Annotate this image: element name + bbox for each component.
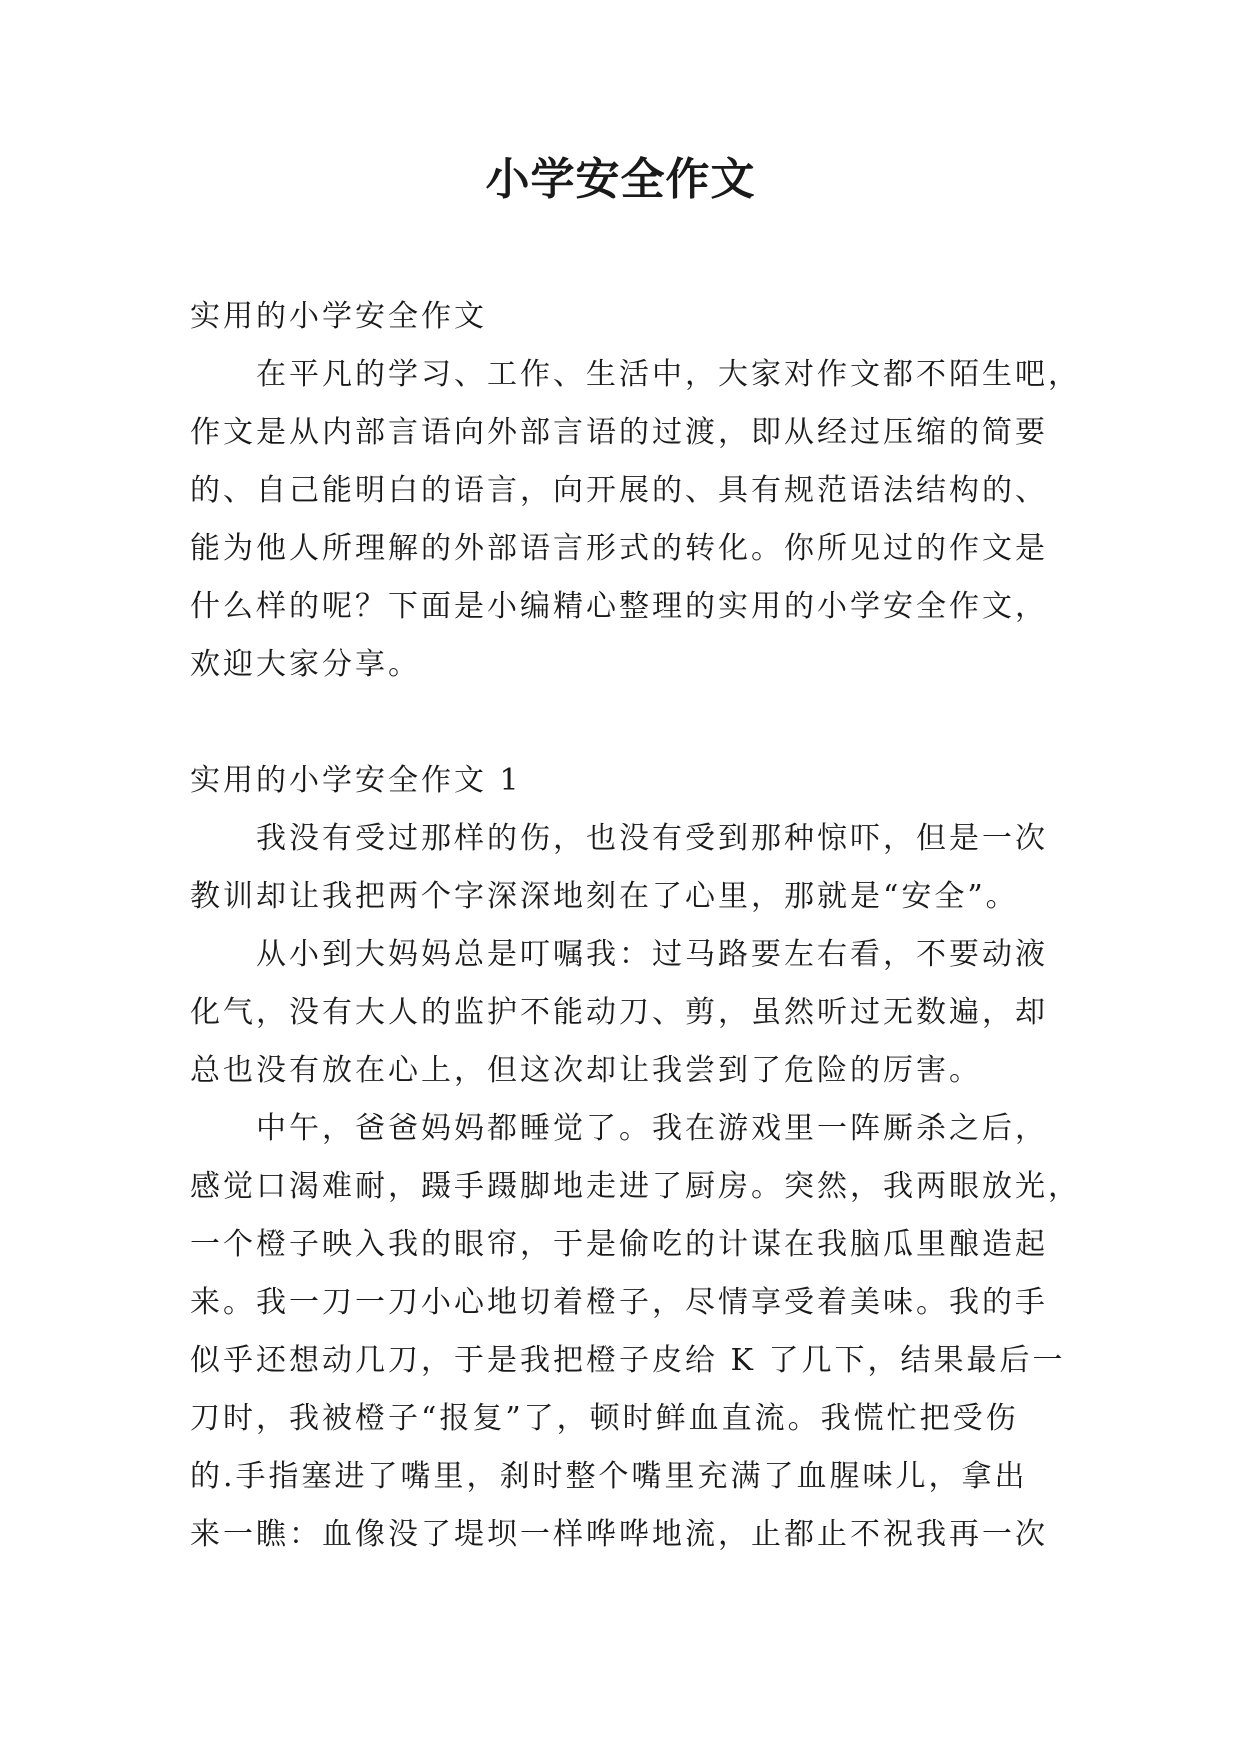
paragraph-line: 的.手指塞进了嘴里，刹时整个嘴里充满了血腥味儿，拿出: [190, 1459, 1028, 1494]
paragraph-line: 中午，爸爸妈妈都睡觉了。我在游戏里一阵厮杀之后，: [256, 1111, 1048, 1146]
intro-paragraph: [190, 346, 1081, 694]
paragraph-line: 似乎还想动几刀，于是我把橙子皮给 K 了几下，结果最后一: [190, 1343, 1066, 1378]
section-spacer: [190, 694, 1075, 752]
paragraph-line: 来。我一刀一刀小心地切着橙子，尽情享受着美味。我的手: [190, 1285, 1048, 1320]
essay-1-paragraph-2: [190, 926, 1075, 1100]
document-body: [190, 288, 1081, 1564]
paragraph-line: 什么样的呢？下面是小编精心整理的实用的小学安全作文，: [190, 589, 1048, 624]
paragraph-line: 作文是从内部言语向外部言语的过渡，即从经过压缩的简要: [190, 415, 1048, 450]
paragraph-line: 我没有受过那样的伤，也没有受到那种惊吓，但是一次: [256, 821, 1048, 856]
paragraph-line: 化气，没有大人的监护不能动刀、剪，虽然听过无数遍，却: [190, 995, 1048, 1030]
paragraph-line: 在平凡的学习、工作、生活中，大家对作文都不陌生吧，: [256, 357, 1081, 392]
paragraph-line: 总也没有放在心上，但这次却让我尝到了危险的厉害。: [190, 1053, 982, 1088]
paragraph-line: 能为他人所理解的外部语言形式的转化。你所见过的作文是: [190, 531, 1048, 566]
essay-1-paragraph-3: [190, 1100, 1081, 1564]
paragraph-line: 感觉口渴难耐，蹑手蹑脚地走进了厨房。突然，我两眼放光，: [190, 1169, 1081, 1204]
paragraph-line: 一个橙子映入我的眼帘，于是偷吃的计谋在我脑瓜里酿造起: [190, 1227, 1048, 1262]
paragraph-line: 来一瞧：血像没了堤坝一样哗哗地流，止都止不祝我再一次: [190, 1517, 1048, 1552]
essay-1-heading: 实用的小学安全作文 1: [190, 763, 522, 798]
paragraph-line: 欢迎大家分享。: [190, 647, 421, 682]
intro-heading: 实用的小学安全作文: [190, 299, 487, 334]
paragraph-line: 的、自己能明白的语言，向开展的、具有规范语法结构的、: [190, 473, 1048, 508]
paragraph-line: 从小到大妈妈总是叮嘱我：过马路要左右看，不要动液: [256, 937, 1048, 972]
paragraph-line: 教训却让我把两个字深深地刻在了心里，那就是“安全”。: [190, 879, 1019, 914]
document-title: 小学安全作文: [485, 154, 756, 205]
paragraph-line: 刀时，我被橙子“报复”了，顿时鲜血直流。我慌忙把受伤: [190, 1401, 1019, 1436]
essay-1-paragraph-1: [190, 810, 1075, 926]
